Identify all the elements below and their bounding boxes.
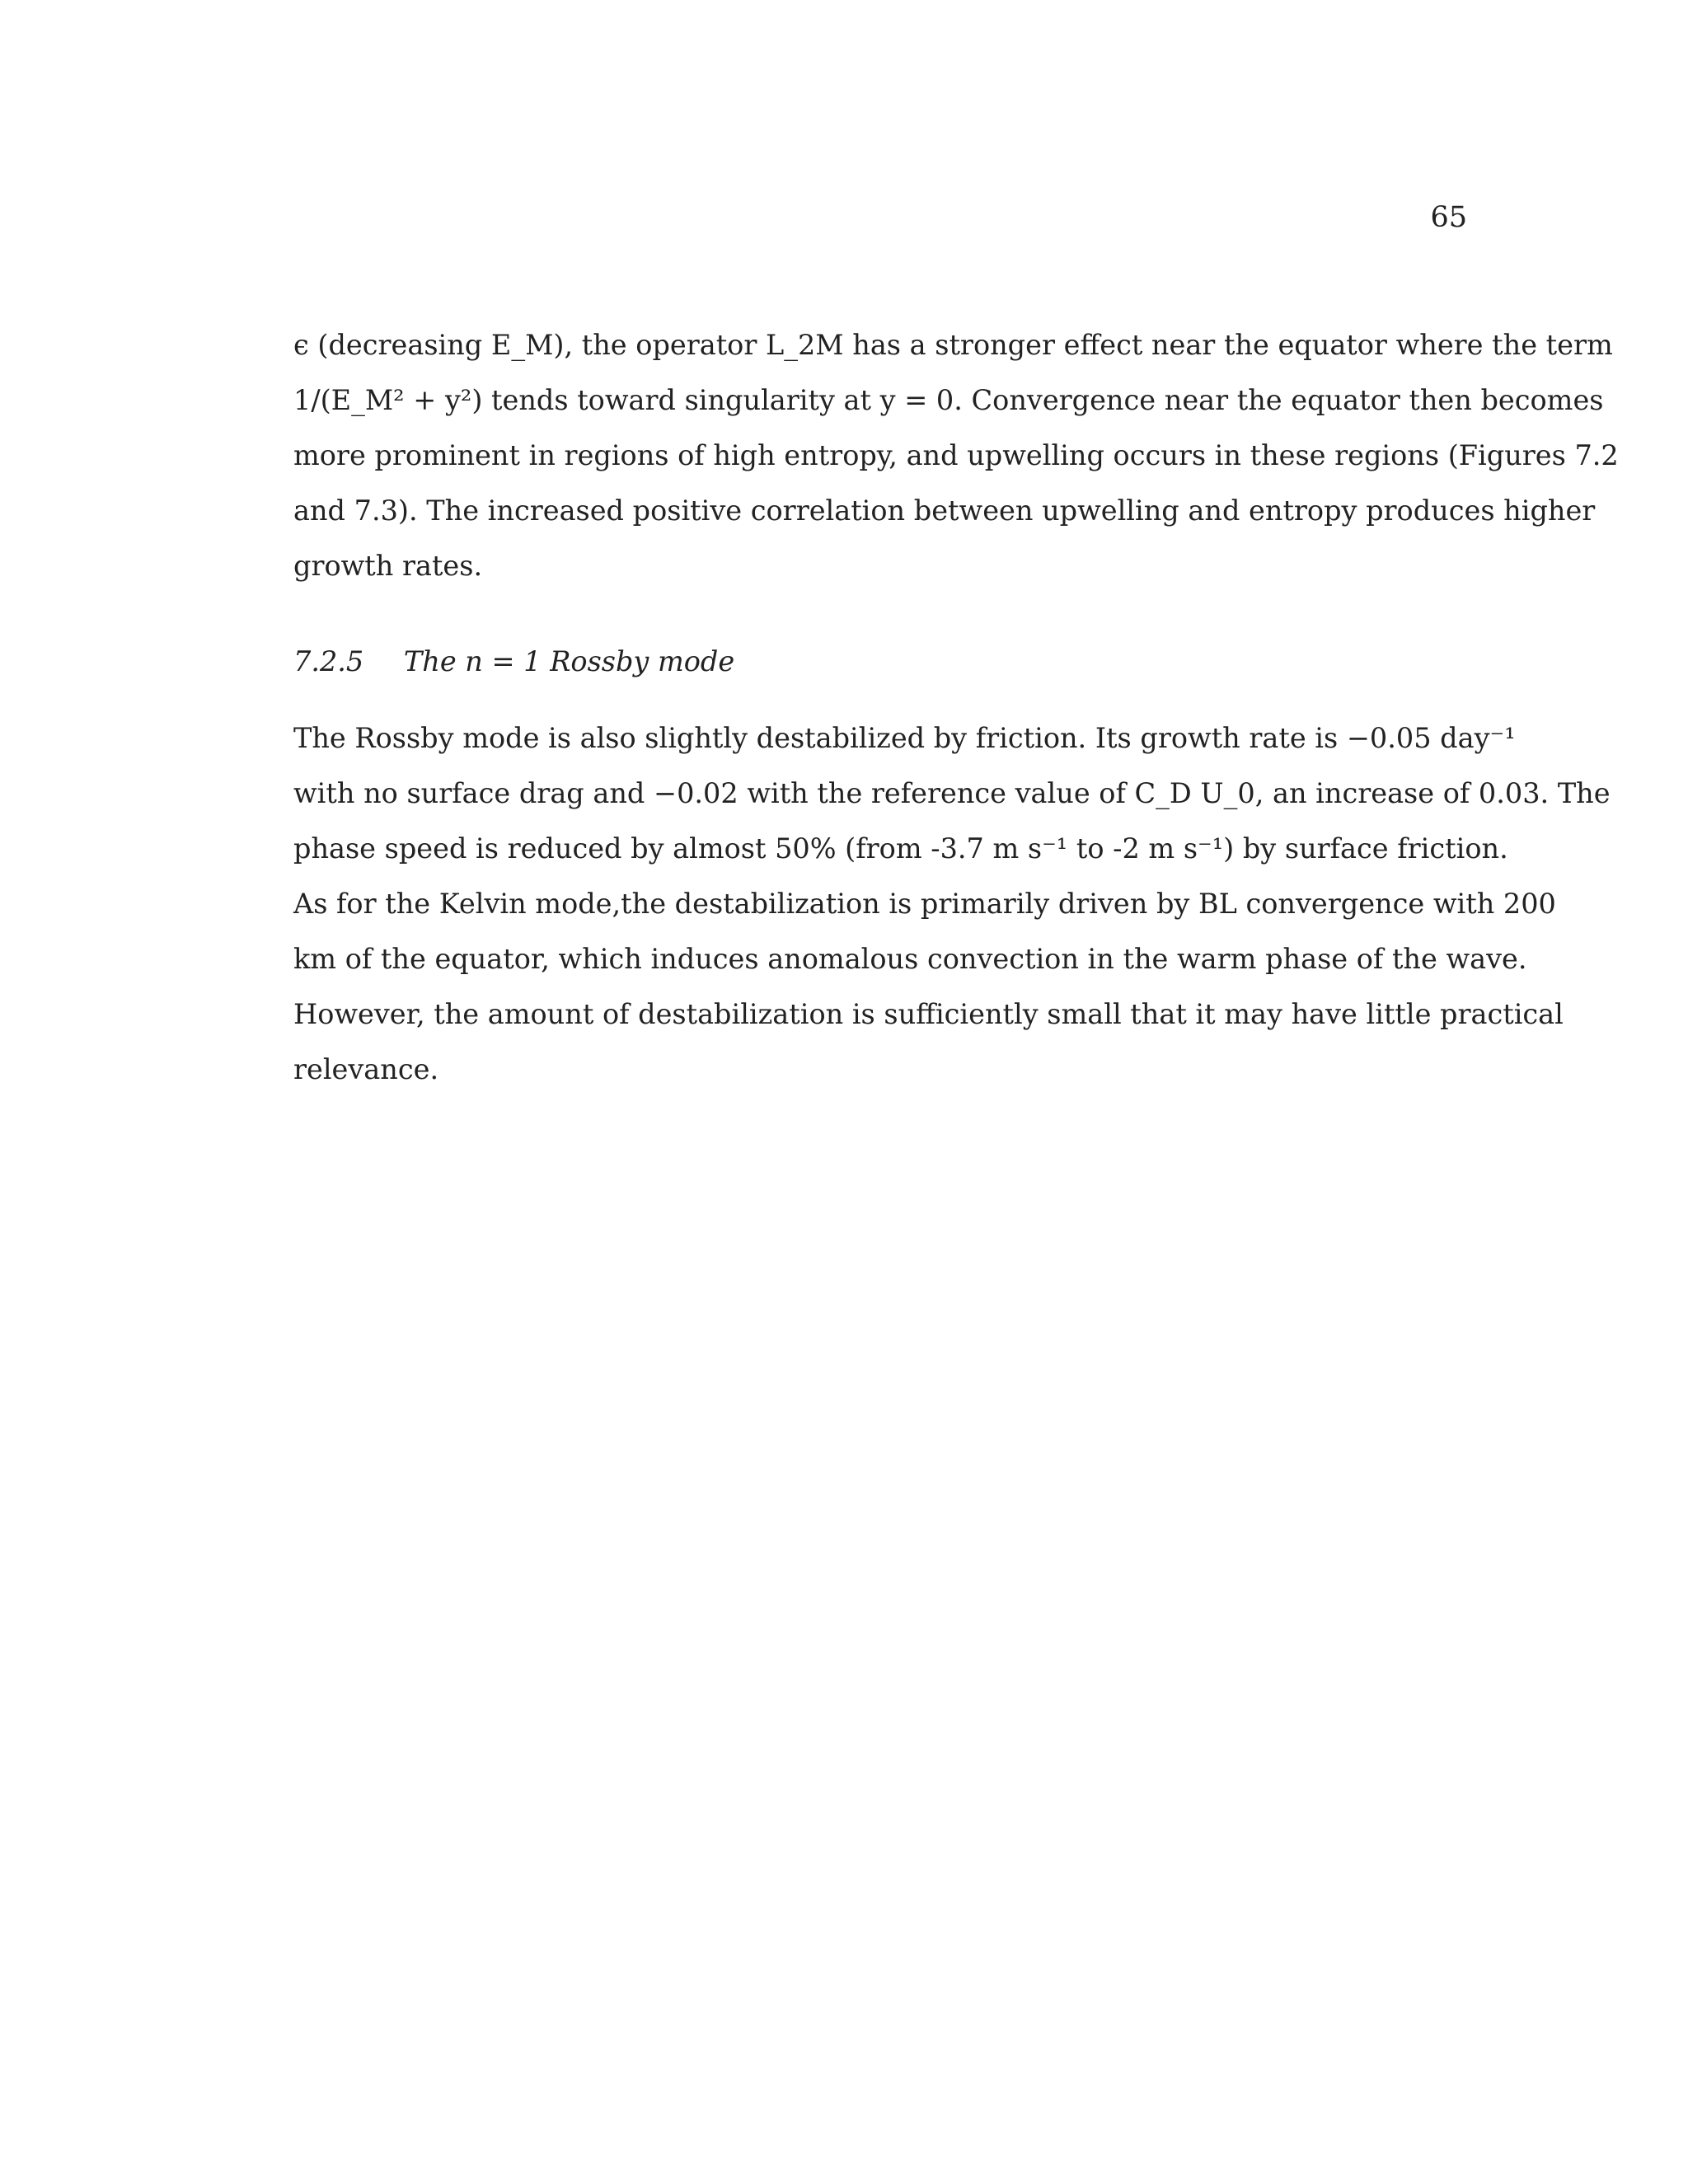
text-line: and 7.3). The increased positive correlation between upwelling and entropy produces higher: [293, 494, 1596, 527]
text-line: relevance.: [293, 1053, 439, 1085]
paragraph-2: [293, 710, 1611, 1097]
text-line: more prominent in regions of high entropy, and upwelling occurs in these regions (Figures 7.2: [293, 439, 1619, 471]
text-line: km of the equator, which induces anomalous convection in the warm phase of the wave.: [293, 943, 1527, 975]
section-number: 7.2.5: [293, 645, 364, 677]
text-line: The Rossby mode is also slightly destabilized by friction. Its growth rate is −0.05 day⁻¹: [293, 722, 1516, 754]
text-line: As for the Kelvin mode,the destabilization is primarily driven by BL convergence with 200: [293, 888, 1556, 920]
text-line: phase speed is reduced by almost 50% (from -3.7 m s⁻¹ to -2 m s⁻¹) by surface friction.: [293, 832, 1508, 865]
text-line: with no surface drag and −0.02 with the reference value of C_D U_0, an increase of 0.03. The: [293, 777, 1611, 809]
text-line: However, the amount of destabilization is sufficiently small that it may have little practical: [293, 998, 1564, 1030]
paragraph-1: [293, 317, 1619, 593]
section-heading: [293, 640, 734, 684]
text-line: ϵ (decreasing E_M), the operator L_2M has a stronger effect near the equator where the term: [293, 329, 1613, 361]
text-line: 1/(E_M² + y²) tends toward singularity at y = 0. Convergence near the equator then becomes: [293, 384, 1604, 416]
text-line: growth rates.: [293, 550, 483, 582]
section-title: The n = 1 Rossby mode: [403, 645, 735, 677]
page-number: 65: [1430, 201, 1467, 234]
